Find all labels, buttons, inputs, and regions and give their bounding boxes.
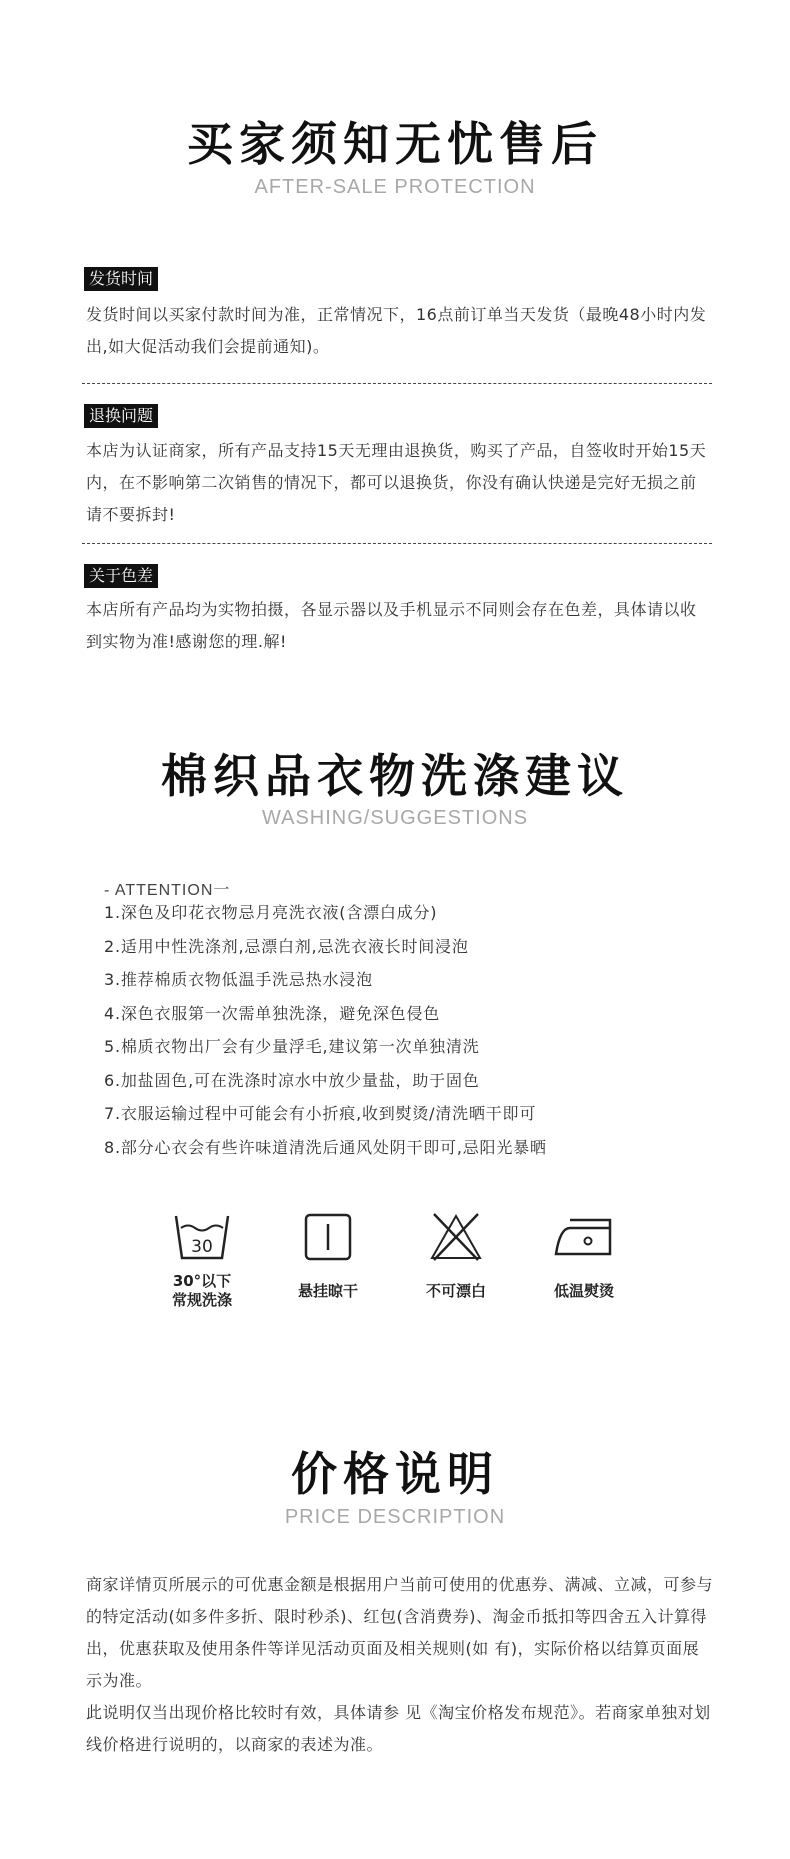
low-iron-icon: [552, 1214, 616, 1260]
no-bleach-label: 不可漂白: [425, 1282, 486, 1300]
price-title: 价格说明: [291, 1447, 499, 1501]
list-item: 3.推荐棉质衣物低温手洗忌热水浸泡: [104, 970, 373, 989]
returns-tag: 退换问题: [84, 404, 158, 428]
divider: [82, 383, 712, 384]
washing-subtitle: WASHING/SUGGESTIONS: [261, 807, 529, 829]
attention-label: - ATTENTION一: [104, 882, 231, 899]
price-subtitle: PRICE DESCRIPTION: [284, 1506, 506, 1528]
washing-title: 棉织品衣物洗涤建议: [161, 749, 629, 803]
washing-list: [104, 896, 547, 1164]
list-item: 6.加盐固色,可在洗涤时凉水中放少量盐，助于固色: [104, 1070, 480, 1090]
shipping-tag: 发货时间: [84, 267, 158, 291]
divider: [82, 543, 712, 544]
wash-30-label: 30°以下 常规洗涤: [171, 1272, 232, 1309]
list-item: 5.棉质衣物出厂会有少量浮毛,建议第一次单独清洗: [104, 1037, 480, 1056]
list-item: 2.适用中性洗涤剂,忌漂白剂,忌洗衣液长时间浸泡: [104, 936, 469, 956]
after-sale-title: 买家须知无忧售后: [187, 117, 603, 171]
color-tag: 关于色差: [84, 564, 158, 588]
after-sale-subtitle: AFTER-SALE PROTECTION: [254, 176, 536, 198]
hang-dry-label: 悬挂晾干: [297, 1282, 358, 1300]
hang-dry-icon: [303, 1212, 353, 1262]
no-bleach-icon: [428, 1212, 484, 1262]
price-paragraph-2: 此说明仅当出现价格比较时有效，具体请参 见《淘宝价格发布规范》。若商家单独对划线价格进行说明的，以商家的表述为准。: [86, 1703, 711, 1754]
list-item: 7.衣服运输过程中可能会有小折痕,收到熨烫/清洗晒干即可: [104, 1104, 537, 1123]
wash-30-icon: [172, 1212, 232, 1264]
list-item: 4.深色衣服第一次需单独洗涤，避免深色侵色: [104, 1003, 441, 1023]
list-item: 1.深色及印花衣物忌月亮洗衣液(含漂白成分): [104, 903, 438, 922]
shipping-text: 发货时间以买家付款时间为准，正常情况下，16点前订单当天发货（最晚48小时内发出,如大促活动我们会提前通知)。: [86, 305, 707, 356]
list-item: 8.部分心衣会有些许味道清洗后通风处阴干即可,忌阳光暴晒: [104, 1137, 547, 1157]
low-iron-label: 低温熨烫: [553, 1282, 614, 1300]
color-text: 本店所有产品均为实物拍摄，各显示器以及手机显示不同则会存在色差，具体请以收到实物为准!感谢您的理.解!: [86, 600, 697, 651]
returns-text: 本店为认证商家，所有产品支持15天无理由退换货，购买了产品，自签收时开始15天内，在不影响第二次销售的情况下，都可以退换货，你没有确认快递是完好无损之前请不要拆封!: [86, 441, 707, 524]
svg-text:30: 30: [191, 1237, 213, 1257]
price-paragraph-1: 商家详情页所展示的可优惠金额是根据用户当前可使用的优惠券、满减、立减，可参与的特定活动(如多件多折、限时秒杀)、红包(含消费券)、淘金币抵扣等四舍五入计算得出，优惠获取及使用条件等详见活动页面及相关规则(如 有)，实际价格以结算页面展示为准。: [86, 1575, 714, 1690]
